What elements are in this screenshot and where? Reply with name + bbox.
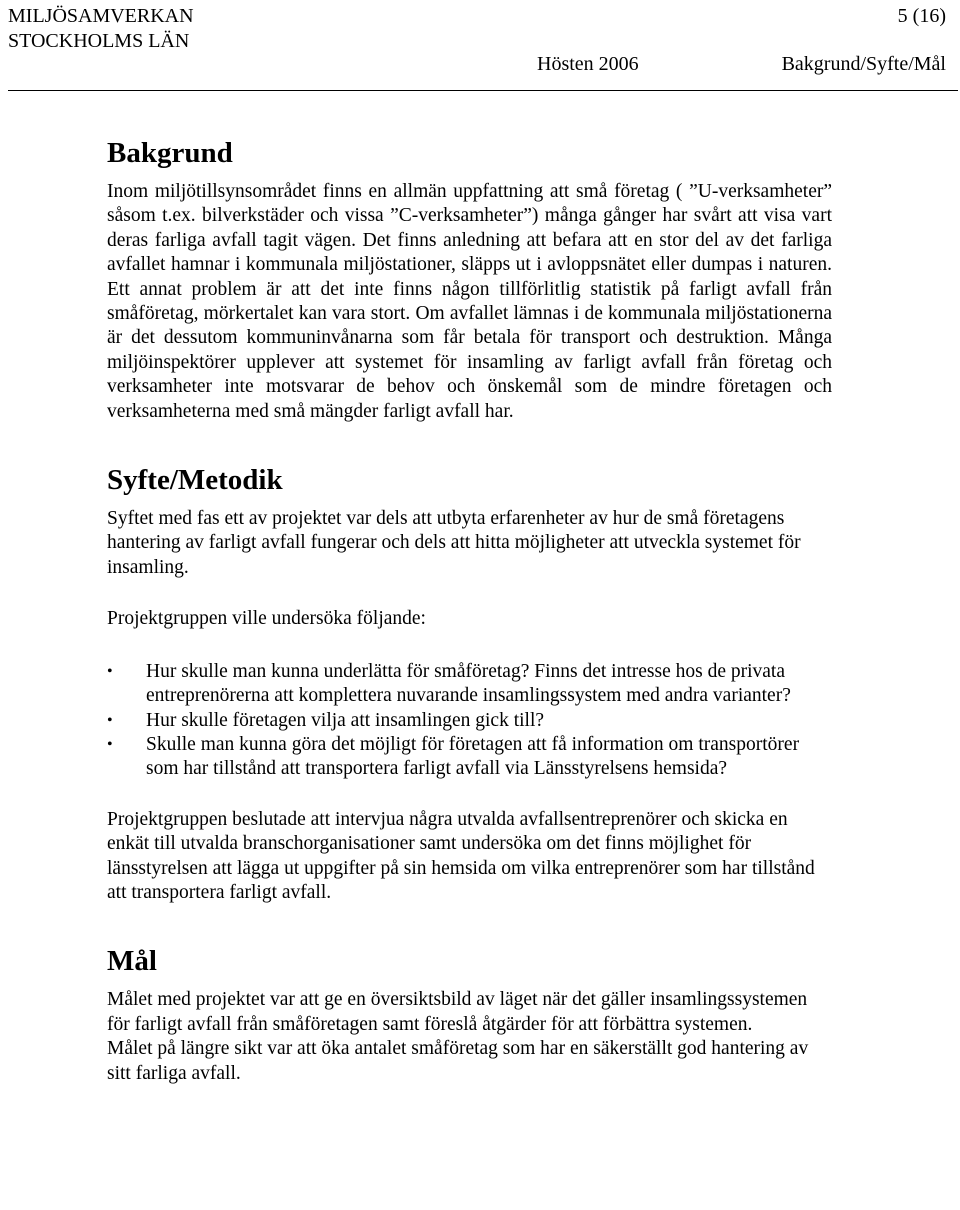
list-item-text: Skulle man kunna göra det möjligt för företagen att få information om transportörer som har tillstånd att transportera farligt avfall via Länsstyrelsens hemsida? [146, 733, 800, 780]
syfte-heading: Syfte/Metodik [107, 464, 283, 497]
syfte-paragraph: Syftet med fas ett av projektet var dels att utbyta erfarenheter av hur de små företagens hantering av farligt avfall fungerar och dels att hitta möjligheter att utveckla systemet för insamling. [107, 508, 801, 578]
list-item [107, 709, 832, 733]
bullet-icon: • [107, 735, 113, 753]
bakgrund-paragraph: Inom miljötillsynsområdet finns en allmän uppfattning att små företag ( ”U-verksamheter” såsom t.ex. bilverkstäder och vissa ”C-verksamheter”) många gånger har svårt att visa vart deras farliga avfall tagit vägen. Det finns anledning att befara att en stor del av det farliga avfallet hamnar i kommunala miljöstationer, släpps ut i avloppsnätet eller dumpas i naturen. Ett annat problem är att det inte finns någon tillförlitlig statistik på farligt avfall från småföretag, mörkertalet kan vara stort. Om avfallet lämnas i de kommunala miljöstationerna är det dessutom kommuninvånarna som får betala för transport och destruktion. Många miljöinspektörer upplever att systemet för insamling av farligt avfall från företag och verksamheter inte motsvarar de behov och önskemål som de mindre företagen och verksamheterna med små mängder farligt avfall har. [107, 181, 832, 422]
bakgrund-heading: Bakgrund [107, 137, 233, 169]
bullet-icon: • [107, 662, 113, 680]
mal-heading: Mål [107, 945, 157, 978]
question-list [107, 660, 832, 782]
list-item [107, 733, 832, 782]
list-item-text: Hur skulle företagen vilja att insamlingen gick till? [146, 709, 545, 731]
mal-paragraph-1: Målet med projektet var att ge en översiktsbild av läget när det gäller insamlingssystemen för farligt avfall från småföretagen samt föreslå åtgärder för att förbättra systemen. [107, 989, 808, 1035]
document-body [107, 136, 832, 1086]
header-page-number: 5 (16) [897, 5, 946, 27]
header-org-line2: STOCKHOLMS LÄN [8, 30, 190, 52]
syfte-intro: Projektgruppen ville undersöka följande: [107, 608, 426, 630]
header-org-line1: MILJÖSAMVERKAN [8, 5, 194, 27]
bullet-icon: • [107, 711, 113, 729]
mal-paragraph-2: Målet på längre sikt var att öka antalet småföretag som har en säkerställt god hantering av sitt farliga avfall. [107, 1038, 809, 1084]
list-item [107, 660, 832, 709]
header-section-title: Bakgrund/Syfte/Mål [781, 53, 946, 75]
header-term: Hösten 2006 [537, 53, 639, 75]
header-rule [8, 90, 958, 91]
list-item-text: Hur skulle man kunna underlätta för småföretag? Finns det intresse hos de privata entreprenörerna att komplettera nuvarande insamlingssystem med andra varianter? [146, 660, 791, 707]
decision-paragraph: Projektgruppen beslutade att intervjua några utvalda avfallsentreprenörer och skicka en enkät till utvalda branschorganisationer samt undersöka om det finns möjlighet för länsstyrelsen att lägga ut uppgifter på sin hemsida om vilka entreprenörer som har tillstånd att transportera farligt avfall. [107, 808, 815, 903]
